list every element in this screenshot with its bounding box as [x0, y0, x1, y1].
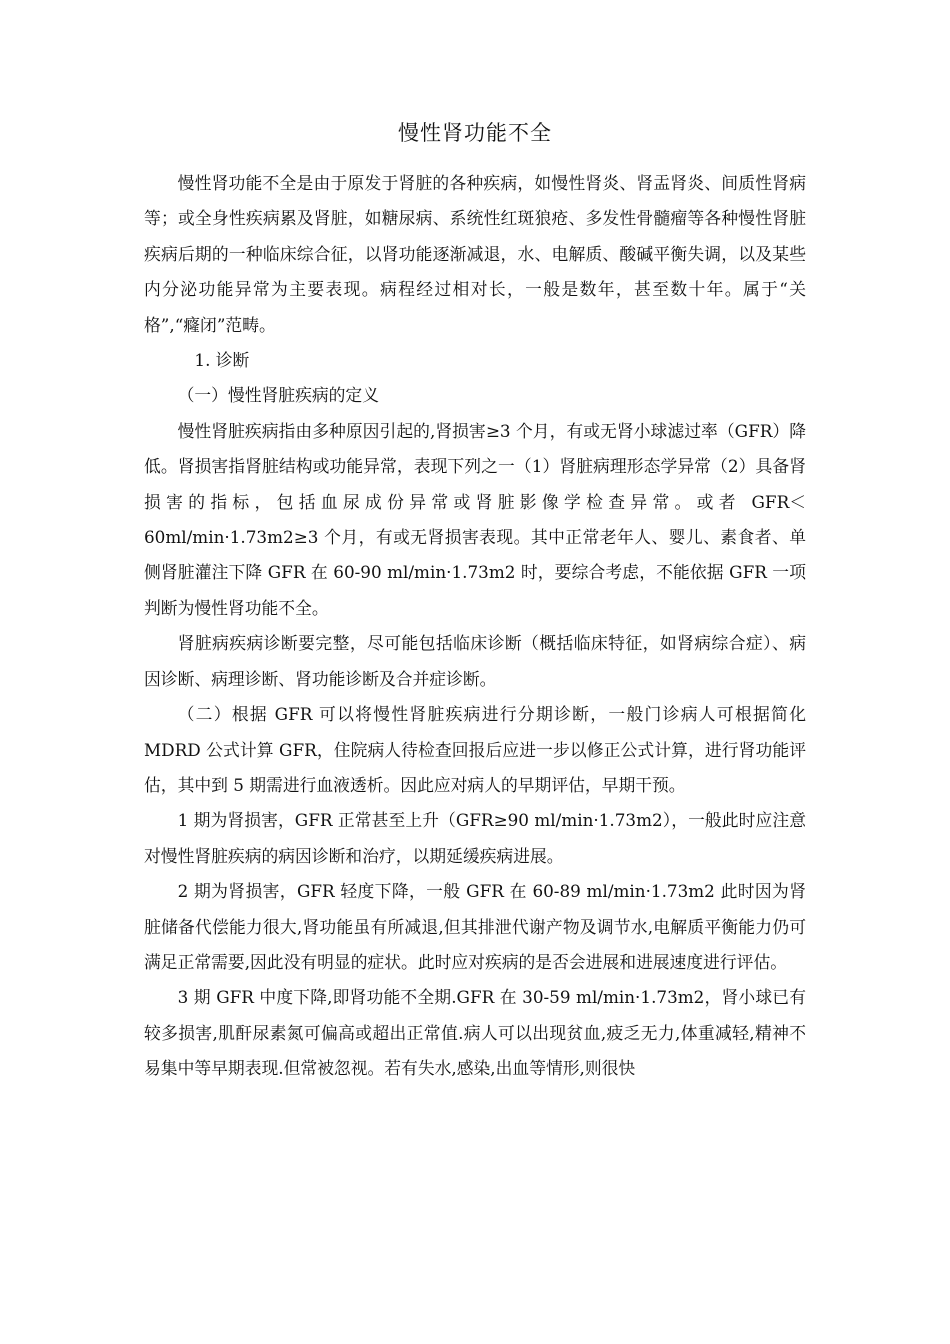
staging-paragraph: （二）根据 GFR 可以将慢性肾脏疾病进行分期诊断，一般门诊病人可根据简化 MDRD 公式计算 GFR，住院病人待检查回报后应进一步以修正公式计算，进行肾功能评估，其中到 5 期需进行血液透析。因此应对病人的早期评估，早期干预。	[144, 704, 806, 795]
stage-1-paragraph: 1 期为肾损害，GFR 正常甚至上升（GFR≥90 ml/min·1.73m2），一般此时应注意对慢性肾脏疾病的病因诊断和治疗，以期延缓疾病进展。	[144, 810, 806, 866]
intro-paragraph: 慢性肾功能不全是由于原发于肾脏的各种疾病，如慢性肾炎、肾盂肾炎、间质性肾病等；或全身性疾病累及肾脏，如糖尿病、系统性红斑狼疮、多发性骨髓瘤等各种慢性肾脏疾病后期的一种临床综合征，以肾功能逐渐减退，水、电解质、酸碱平衡失调，以及某些内分泌功能异常为主要表现。病程经过相对长，一般是数年，甚至数十年。属于“关格”,“癃闭”范畴。	[144, 173, 806, 335]
stage-2-paragraph: 2 期为肾损害，GFR 轻度下降，一般 GFR 在 60-89 ml/min·1.73m2 此时因为肾脏储备代偿能力很大,肾功能虽有所减退,但其排泄代谢产物及调节水,电解质平衡能力仍可满足正常需要,因此没有明显的症状。此时应对疾病的是否会进展和进展速度进行评估。	[144, 881, 806, 972]
section-heading-diagnosis: 1. 诊断	[194, 350, 250, 371]
document-title: 慢性肾功能不全	[398, 121, 552, 145]
diagnosis-completeness-paragraph: 肾脏病疾病诊断要完整，尽可能包括临床诊断（概括临床特征，如肾病综合症）、病因诊断、病理诊断、肾功能诊断及合并症诊断。	[144, 633, 806, 689]
document-body	[144, 166, 806, 1087]
stage-3-paragraph: 3 期 GFR 中度下降,即肾功能不全期.GFR 在 30-59 ml/min·1.73m2，肾小球已有较多损害,肌酐尿素氮可偏高或超出正常值.病人可以出现贫血,疲乏无力,体重减轻,精神不易集中等早期表现.但常被忽视。若有失水,感染,出血等情形,则很快	[144, 987, 806, 1079]
definition-paragraph: 慢性肾脏疾病指由多种原因引起的,肾损害≥3 个月，有或无肾小球滤过率（GFR）降低。肾损害指肾脏结构或功能异常，表现下列之一（1）肾脏病理形态学异常（2）具备肾损害的指标，包括血尿成份异常或肾脏影像学检查异常。或者 GFR＜60ml/min·1.73m2≥3 个月，有或无肾损害表现。其中正常老年人、婴儿、素食者、单侧肾脏灌注下降 GFR 在 60-90 ml/min·1.73m2 时，要综合考虑，不能依据 GFR 一项判断为慢性肾功能不全。	[144, 420, 806, 618]
subsection-heading-definition: （一）慢性肾脏疾病的定义	[177, 385, 379, 406]
